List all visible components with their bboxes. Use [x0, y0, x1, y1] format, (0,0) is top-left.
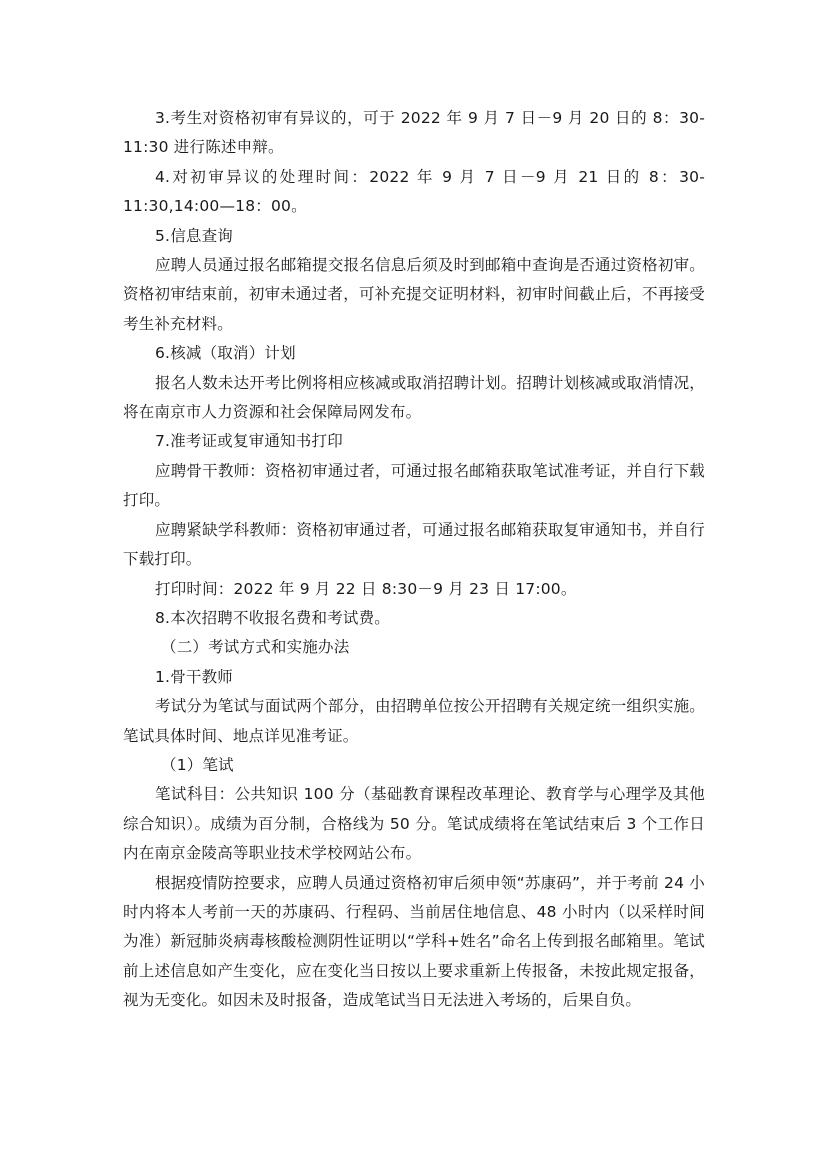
paragraph-no-fees: 8.本次招聘不收报名费和考试费。: [155, 608, 390, 627]
paragraph-key-teacher-admission: 应聘骨干教师：资格初审通过者，可通过报名邮箱获取笔试准考证，并自行下载打印。: [123, 461, 705, 510]
paragraph-print-time: 打印时间：2022 年 9 月 22 日 8:30－9 月 23 日 17:00。: [155, 579, 577, 598]
heading-exam-method: （二）考试方式和实施办法: [161, 638, 350, 657]
paragraph-written-subject: 笔试科目：公共知识 100 分（基础教育课程改革理论、教育学与心理学及其他综合知识）。成绩为百分制，合格线为 50 分。笔试成绩将在笔试结束后 3 个工作日内在南京金陵高等职业技术学校网站公布。: [123, 785, 705, 863]
heading-admission-print: 7.准考证或复审通知书打印: [155, 432, 343, 451]
heading-info-query: 5.信息查询: [155, 226, 233, 245]
heading-written-exam: （1）笔试: [161, 755, 234, 774]
paragraph-exam-parts: 考试分为笔试与面试两个部分，由招聘单位按公开招聘有关规定统一组织实施。笔试具体时间、地点详见准考证。: [123, 697, 705, 745]
paragraph-info-query: 应聘人员通过报名邮箱提交报名信息后须及时到邮箱中查询是否通过资格初审。资格初审结束前，初审未通过者，可补充提交证明材料，初审时间截止后，不再接受考生补充材料。: [123, 256, 705, 333]
paragraph-shortage-teacher-review: 应聘紧缺学科教师：资格初审通过者，可通过报名邮箱获取复审通知书，并自行下载打印。: [123, 520, 705, 569]
paragraph-plan-reduction: 报名人数未达开考比例将相应核减或取消招聘计划。招聘计划核减或取消情况，将在南京市人力资源和社会保障局网发布。: [123, 373, 705, 422]
heading-key-teacher: 1.骨干教师: [155, 667, 233, 686]
paragraph-epidemic-requirements: 根据疫情防控要求，应聘人员通过资格初审后须申领“苏康码”，并于考前 24 小时内将本人考前一天的苏康码、行程码、当前居住地信息、48 小时内（以采样时间为准）新冠肺炎病毒核酸检测阴性证明以“学科+姓名”命名上传到报名邮箱里。笔试前上述信息如产生变化，应在变化当日按以上要求重新上传报备，未按此规定报备，视为无变化。如因未及时报备，造成笔试当日无法进入考场的，后果自负。: [123, 873, 705, 1010]
heading-plan-reduction: 6.核减（取消）计划: [155, 344, 296, 363]
paragraph-objection-handling: 4.对初审异议的处理时间：2022 年 9 月 7 日－9 月 21 日的 8：30-11:30,14:00—18：00。: [123, 167, 705, 216]
document-body: [123, 104, 705, 1016]
paragraph-objection-period: 3.考生对资格初审有异议的，可于 2022 年 9 月 7 日－9 月 20 日的 8：30-11:30 进行陈述申辩。: [123, 109, 705, 157]
